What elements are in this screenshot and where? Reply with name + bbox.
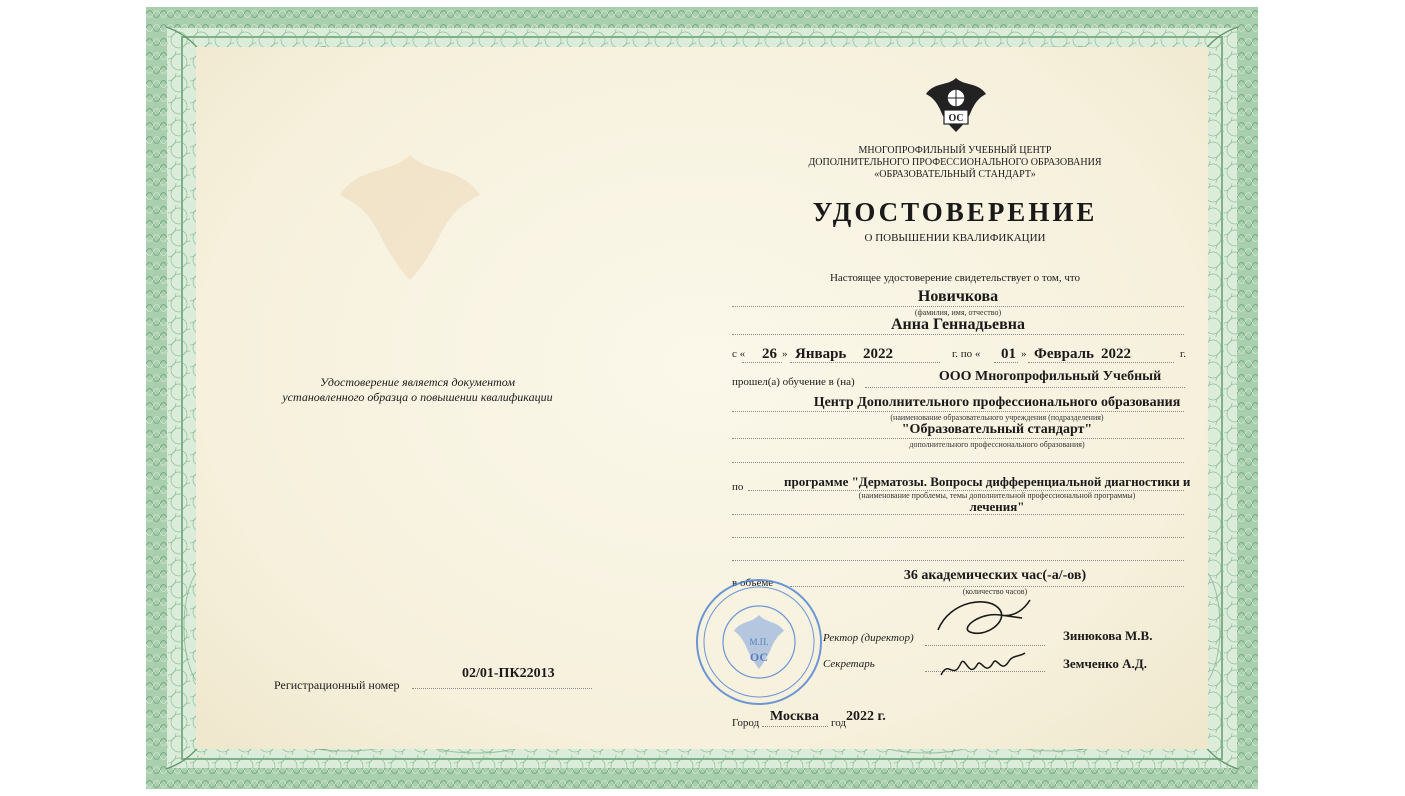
city-value: Москва (770, 709, 819, 724)
volume-value: 36 академических час(-а/-ов) (903, 568, 1087, 583)
period-to-year: 2022 (1101, 346, 1131, 362)
rector-signature-icon (930, 590, 1040, 645)
period-from-year: 2022 (863, 346, 893, 362)
year-value: 2022 г. (846, 709, 886, 724)
period-to-close: » (1021, 348, 1027, 360)
rector-label: Ректор (директор) (823, 632, 914, 644)
org-line3: «ОБРАЗОВАТЕЛЬНЫЙ СТАНДАРТ» (874, 169, 1036, 180)
volume-label: в объеме (732, 577, 774, 589)
training-line3-underline (732, 438, 1184, 439)
program-line1: программе "Дерматозы. Вопросы дифференциальной диагностики и (784, 474, 1191, 489)
training-line1: ООО Многопрофильный Учебный (938, 369, 1162, 384)
secretary-name: Земченко А.Д. (1063, 656, 1147, 671)
period-from-day: 26 (762, 346, 777, 362)
stamp-mp: М.П. (749, 637, 769, 647)
period-from-prefix: с « (732, 348, 746, 360)
period-row (732, 346, 1192, 366)
period-mid: г. по « (952, 348, 981, 360)
org-name (760, 145, 1150, 181)
period-from-date-line (790, 362, 940, 363)
document-title: УДОСТОВЕРЕНИЕ (812, 197, 1098, 227)
secretary-label: Секретарь (823, 658, 875, 670)
training-line3: "Образовательный стандарт" (901, 422, 1093, 437)
training-line2: Центр Дополнительного профессионального образования (813, 395, 1181, 410)
left-note-line1: Удостоверение является документом (320, 375, 515, 389)
stamp-letters: ОС (749, 650, 769, 664)
document-subtitle: О ПОВЫШЕНИИ КВАЛИФИКАЦИИ (864, 232, 1046, 244)
program-line2: лечения" (969, 499, 1025, 514)
reg-number-label: Регистрационный номер (274, 678, 400, 692)
secretary-signature-icon (935, 645, 1030, 687)
blank-line-1 (732, 462, 1184, 463)
program-label: по (732, 481, 744, 493)
period-to-date-line (1028, 362, 1174, 363)
org-line1: МНОГОПРОФИЛЬНЫЙ УЧЕБНЫЙ ЦЕНТР (858, 145, 1052, 156)
period-from-close: » (782, 348, 788, 360)
training-label: прошел(а) обучение в (на) (732, 376, 855, 388)
training-caption2: дополнительного профессионального образования) (909, 440, 1085, 449)
period-from-day-line (742, 362, 782, 363)
left-note (250, 375, 585, 405)
given-names-line (732, 334, 1184, 335)
volume-caption: (количество часов) (962, 587, 1028, 596)
org-line2: ДОПОЛНИТЕЛЬНОГО ПРОФЕССИОНАЛЬНОГО ОБРАЗОВАНИЯ (808, 157, 1102, 168)
watermark-eagle-icon (320, 135, 500, 285)
program-line2-underline (732, 514, 1184, 515)
period-to-day-line (994, 362, 1018, 363)
given-names: Анна Геннадьевна (890, 316, 1025, 333)
city-label: Город (732, 717, 760, 729)
program-caption: (наименование проблемы, темы дополнительной профессиональной программы) (858, 491, 1136, 500)
surname: Новичкова (917, 288, 999, 305)
training-caption1: (наименование образовательного учреждения (подразделения) (890, 413, 1104, 422)
intro-text: Настоящее удостоверение свидетельствует о том, что (829, 272, 1081, 284)
period-to-month: Февраль (1034, 346, 1094, 362)
blank-line-2 (732, 537, 1184, 538)
training-line2-underline (732, 411, 1184, 412)
period-suffix: г. (1180, 348, 1187, 360)
emblem-letters: ОС (948, 113, 964, 124)
fio-caption: (фамилия, имя, отчество) (914, 308, 1002, 317)
blank-line-3 (732, 560, 1184, 561)
official-stamp (694, 577, 824, 707)
period-to-day: 01 (1001, 346, 1016, 362)
year-label: год (831, 717, 847, 729)
rector-name: Зинюкова М.В. (1063, 628, 1153, 643)
surname-line (732, 306, 1184, 307)
left-note-line2: установленного образца о повышении квалификации (282, 390, 553, 404)
city-underline (762, 726, 828, 727)
reg-number-value: 02/01-ПК22013 (462, 666, 555, 681)
period-from-month: Январь (795, 346, 847, 362)
training-line1-underline (865, 387, 1185, 388)
org-emblem-icon (922, 70, 990, 138)
reg-number-underline (412, 688, 592, 689)
